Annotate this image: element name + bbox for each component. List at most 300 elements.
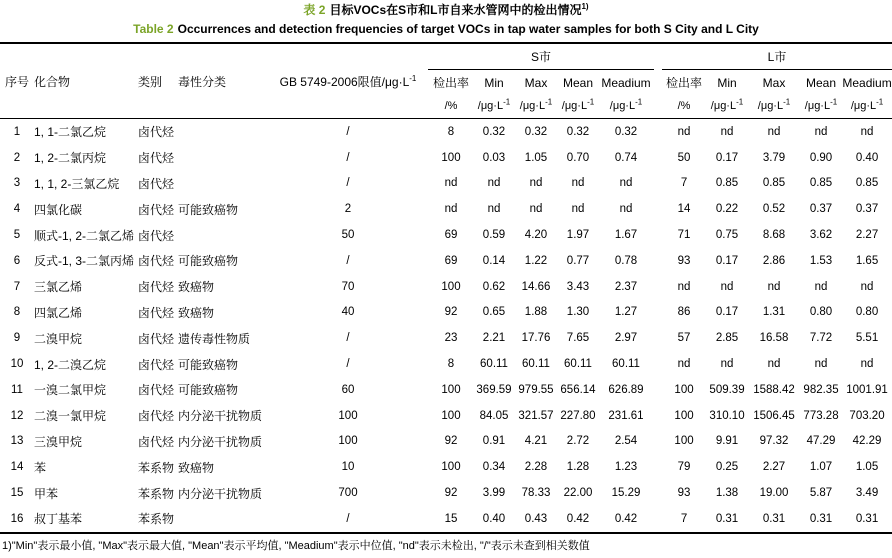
cell-compound: 反式-1, 3-二氯丙烯	[34, 254, 135, 269]
cell-category: 卤代烃	[138, 254, 175, 269]
cell-category: 卤代烃	[138, 176, 175, 191]
cell-l-max: nd	[767, 125, 781, 138]
cell-compound: 1, 1-二氯乙烷	[34, 125, 107, 140]
sub-header-l-mean: Mean $/\mu g\cdot L^{-1}$	[804, 75, 838, 112]
cell-limit: /	[346, 151, 350, 164]
cell-s-min: 0.40	[482, 512, 506, 525]
cell-l-min: nd	[720, 358, 734, 371]
cell-l-mean: 1.53	[809, 254, 833, 267]
cell-s-meadium: 2.54	[614, 435, 638, 448]
table-row	[0, 377, 892, 403]
sub-header-s-rate: 检出率 /%	[432, 75, 469, 112]
footnote: 1)"Min"表示最小值, "Max"表示最大值, "Mean"表示平均值, "Meadium"表示中位值, "nd"表示未检出, "/"表示未查到相关数值	[2, 539, 590, 552]
cell-l-max: 97.32	[759, 435, 789, 448]
sub-header-s-mean: Mean $/\mu g\cdot L^{-1}$	[561, 75, 595, 112]
cell-l-min: 1.38	[715, 487, 739, 500]
cell-no: 12	[10, 409, 24, 422]
cell-s-max: 0.43	[524, 512, 548, 525]
cell-s-rate: nd	[444, 177, 458, 190]
cell-s-meadium: 0.74	[614, 151, 638, 164]
cell-l-meadium: 0.31	[855, 512, 879, 525]
cell-limit: /	[346, 125, 350, 138]
cell-s-meadium: 231.61	[608, 409, 644, 422]
cell-s-mean: 2.72	[566, 435, 590, 448]
cell-no: 16	[10, 512, 24, 525]
table-row	[0, 119, 892, 145]
cell-s-mean: nd	[571, 203, 585, 216]
cell-s-rate: 100	[441, 461, 461, 474]
cell-s-meadium: 1.27	[614, 306, 638, 319]
cell-toxicity: 遗传毒性物质	[178, 331, 251, 346]
cell-s-rate: 69	[444, 254, 458, 267]
cell-l-max: nd	[767, 280, 781, 293]
cell-s-mean: 22.00	[563, 487, 593, 500]
cell-no: 3	[13, 177, 21, 190]
cell-s-min: 0.59	[482, 229, 506, 242]
cell-l-rate: 100	[674, 435, 694, 448]
cell-limit: /	[346, 332, 350, 345]
cell-s-meadium: 60.11	[612, 358, 640, 371]
cell-s-max: 0.32	[524, 125, 548, 138]
table-title-zh	[0, 0, 892, 18]
cell-s-meadium: 0.78	[614, 254, 638, 267]
cell-s-mean: 1.30	[566, 306, 590, 319]
cell-s-mean: 60.11	[564, 358, 592, 371]
cell-l-max: 1.31	[762, 306, 786, 319]
cell-s-max: 4.20	[524, 229, 548, 242]
cell-s-min: 0.14	[482, 254, 506, 267]
table-title-en-text: Occurrences and detection frequencies of target VOCs in tap water samples for both S City and L City	[177, 22, 759, 36]
table-row	[0, 325, 892, 351]
cell-s-meadium: nd	[619, 203, 633, 216]
cell-s-max: 14.66	[521, 280, 551, 293]
spacer-cell	[654, 506, 662, 533]
sub-header-l-meadium: Meadium $/\mu g\cdot L^{-1}$	[842, 75, 892, 112]
cell-l-max: 19.00	[759, 487, 789, 500]
cell-s-rate: 69	[444, 229, 458, 242]
cell-no: 15	[10, 487, 24, 500]
cell-l-rate: 57	[677, 332, 691, 345]
cell-category: 卤代烃	[138, 125, 175, 140]
col-header-compound: 化合物	[34, 74, 71, 89]
cell-l-mean: 7.72	[809, 332, 833, 345]
table-row	[0, 222, 892, 248]
cell-l-max: 8.68	[762, 229, 786, 242]
table-row	[0, 403, 892, 429]
col-header-no: 序号	[4, 74, 29, 89]
cell-s-rate: 92	[444, 487, 458, 500]
cell-l-max: 2.27	[762, 461, 786, 474]
cell-l-mean: 47.29	[806, 435, 836, 448]
cell-l-mean: nd	[814, 280, 828, 293]
cell-l-rate: 7	[680, 177, 688, 190]
cell-l-max: 16.58	[759, 332, 789, 345]
cell-l-mean: 0.37	[809, 203, 833, 216]
cell-s-max: 979.55	[518, 383, 554, 396]
cell-s-mean: nd	[571, 177, 585, 190]
cell-s-max: nd	[529, 203, 543, 216]
cell-compound: 1, 2-二氯丙烷	[34, 151, 107, 166]
cell-compound: 甲苯	[34, 486, 59, 501]
cell-compound: 三氯乙烯	[34, 280, 83, 295]
cell-toxicity	[178, 506, 268, 533]
cell-limit: 40	[341, 306, 355, 319]
cell-s-min: 3.99	[482, 487, 506, 500]
cell-compound: 四氯化碳	[34, 202, 83, 217]
table-row	[0, 480, 892, 506]
cell-toxicity: 致癌物	[178, 280, 215, 295]
cell-s-max: 1.22	[524, 254, 548, 267]
cell-s-max: nd	[529, 177, 543, 190]
cell-s-min: 0.62	[482, 280, 506, 293]
cell-l-max: 2.86	[762, 254, 786, 267]
cell-category: 卤代烃	[138, 434, 175, 449]
cell-s-min: 84.05	[479, 409, 509, 422]
cell-l-rate: 71	[677, 229, 691, 242]
cell-compound: 1, 2-二溴乙烷	[34, 357, 107, 372]
cell-limit: /	[346, 512, 350, 525]
cell-l-meadium: 3.49	[855, 487, 879, 500]
cell-l-mean: 982.35	[803, 383, 839, 396]
spacer-cell	[654, 325, 662, 351]
cell-l-meadium: 2.27	[855, 229, 879, 242]
cell-l-meadium: 1.65	[855, 254, 879, 267]
col-header-category: 类别	[138, 74, 163, 89]
cell-s-min: 0.34	[482, 461, 506, 474]
cell-s-meadium: 15.29	[611, 487, 641, 500]
cell-compound: 二溴一氯甲烷	[34, 409, 107, 424]
cell-l-rate: 7	[680, 512, 688, 525]
cell-l-mean: 0.31	[809, 512, 833, 525]
cell-no: 7	[13, 280, 21, 293]
cell-category: 卤代烃	[138, 228, 175, 243]
cell-no: 11	[11, 383, 23, 396]
cell-l-meadium: 703.20	[849, 409, 885, 422]
cell-category: 卤代烃	[138, 383, 175, 398]
cell-l-mean: nd	[814, 358, 828, 371]
cell-toxicity	[178, 145, 268, 171]
cell-limit: /	[346, 254, 350, 267]
spacer-cell	[654, 196, 662, 222]
spacer-cell	[654, 222, 662, 248]
col-header-limit	[268, 43, 428, 119]
cell-l-min: 509.39	[709, 383, 745, 396]
cell-l-rate: 86	[677, 306, 691, 319]
cell-l-meadium: nd	[860, 125, 874, 138]
cell-compound: 苯	[34, 460, 47, 475]
table-label-en: Table 2	[133, 22, 174, 36]
cell-category: 卤代烃	[138, 331, 175, 346]
cell-s-meadium: 1.23	[614, 461, 638, 474]
cell-category: 苯系物	[138, 460, 175, 475]
cell-s-min: 0.65	[482, 306, 506, 319]
cell-l-meadium: 0.37	[855, 203, 879, 216]
cell-l-rate: nd	[677, 125, 691, 138]
table-row	[0, 248, 892, 274]
cell-no: 9	[13, 332, 21, 345]
limit-header-text: GB 5749-2006限值/μg·L	[279, 74, 410, 89]
cell-limit: 10	[341, 461, 355, 474]
sub-header-s-max: Max $/\mu g\cdot L^{-1}$	[519, 75, 553, 112]
spacer-cell	[654, 454, 662, 480]
cell-l-rate: 50	[677, 151, 691, 164]
cell-l-meadium: 1.05	[855, 461, 879, 474]
limit-header-superscript: -1	[409, 73, 417, 83]
table-row	[0, 351, 892, 377]
cell-toxicity	[178, 171, 268, 197]
spacer-cell	[654, 377, 662, 403]
cell-l-min: 9.91	[715, 435, 739, 448]
cell-s-rate: 92	[444, 306, 458, 319]
cell-s-meadium: 2.37	[614, 280, 638, 293]
cell-s-max: 1.88	[524, 306, 548, 319]
cell-toxicity: 可能致癌物	[178, 383, 239, 398]
cell-s-rate: 8	[447, 358, 455, 371]
cell-l-meadium: 5.51	[855, 332, 879, 345]
cell-toxicity: 可能致癌物	[178, 254, 239, 269]
cell-s-meadium: 2.97	[614, 332, 638, 345]
cell-compound: 三溴甲烷	[34, 434, 83, 449]
cell-toxicity: 致癌物	[178, 305, 215, 320]
cell-l-max: nd	[767, 358, 781, 371]
cell-l-meadium: nd	[860, 280, 874, 293]
spacer-cell	[654, 119, 662, 145]
cell-s-rate: 15	[444, 512, 458, 525]
cell-no: 5	[13, 229, 21, 242]
cell-s-rate: nd	[444, 203, 458, 216]
cell-toxicity: 内分泌干扰物质	[178, 409, 263, 424]
cell-toxicity: 可能致癌物	[178, 357, 239, 372]
table-title-superscript: 1)	[581, 2, 589, 11]
cell-l-max: 0.31	[762, 512, 786, 525]
cell-no: 2	[13, 151, 21, 164]
cell-l-mean: 0.80	[809, 306, 833, 319]
cell-s-max: 60.11	[522, 358, 550, 371]
cell-category: 卤代烃	[138, 409, 175, 424]
cell-s-mean: 0.32	[566, 125, 590, 138]
cell-l-rate: nd	[677, 358, 691, 371]
group-header-l-city: L市	[662, 43, 892, 70]
cell-l-max: 0.52	[762, 203, 786, 216]
cell-s-max: 78.33	[521, 487, 551, 500]
cell-s-max: 2.28	[524, 461, 548, 474]
cell-s-meadium: 1.67	[614, 229, 638, 242]
table-row	[0, 429, 892, 455]
cell-limit: /	[346, 177, 350, 190]
cell-l-min: 0.85	[715, 177, 739, 190]
cell-toxicity	[178, 119, 268, 145]
cell-no: 6	[13, 254, 21, 267]
spacer-cell	[654, 351, 662, 377]
table-row	[0, 274, 892, 300]
cell-l-mean: 0.90	[809, 151, 833, 164]
cell-toxicity: 致癌物	[178, 460, 215, 475]
cell-l-min: 0.31	[715, 512, 739, 525]
group-gap	[654, 43, 662, 119]
cell-l-min: 310.10	[709, 409, 745, 422]
cell-l-mean: 0.85	[809, 177, 833, 190]
cell-l-meadium: 0.40	[855, 151, 879, 164]
cell-l-rate: 100	[674, 383, 694, 396]
cell-s-min: 2.21	[482, 332, 506, 345]
cell-s-min: nd	[487, 203, 501, 216]
cell-compound: 二溴甲烷	[34, 331, 83, 346]
cell-l-max: 3.79	[762, 151, 786, 164]
sub-header-l-min: Min $/\mu g\cdot L^{-1}$	[710, 75, 744, 112]
cell-s-mean: 3.43	[566, 280, 590, 293]
cell-no: 8	[13, 306, 21, 319]
cell-l-min: nd	[720, 125, 734, 138]
cell-l-min: 0.17	[715, 151, 739, 164]
cell-s-meadium: 0.32	[614, 125, 638, 138]
cell-limit: 50	[341, 229, 355, 242]
cell-l-meadium: 0.85	[855, 177, 879, 190]
cell-s-min: 0.03	[482, 151, 506, 164]
cell-s-mean: 0.70	[566, 151, 590, 164]
cell-category: 卤代烃	[138, 305, 175, 320]
cell-l-max: 1506.45	[753, 409, 795, 422]
cell-l-min: 0.25	[715, 461, 739, 474]
cell-limit: 100	[338, 409, 358, 422]
spacer-cell	[654, 171, 662, 197]
cell-s-mean: 227.80	[560, 409, 596, 422]
cell-s-mean: 0.77	[566, 254, 590, 267]
cell-s-rate: 8	[447, 125, 455, 138]
cell-l-rate: 14	[677, 203, 691, 216]
cell-l-min: 0.17	[715, 254, 739, 267]
cell-no: 14	[10, 461, 24, 474]
cell-l-mean: 3.62	[809, 229, 833, 242]
sub-header-s-min: Min $/\mu g\cdot L^{-1}$	[477, 75, 511, 112]
table-row	[0, 454, 892, 480]
cell-s-min: 60.11	[480, 358, 508, 371]
vocs-table	[0, 42, 892, 534]
cell-l-min: 0.22	[715, 203, 739, 216]
cell-compound: 一溴二氯甲烷	[34, 383, 107, 398]
cell-limit: 60	[341, 383, 355, 396]
spacer-cell	[654, 274, 662, 300]
cell-l-min: 2.85	[715, 332, 739, 345]
table-label-zh: 表 2	[303, 3, 326, 17]
cell-s-rate: 100	[441, 280, 461, 293]
cell-compound: 四氯乙烯	[34, 305, 83, 320]
cell-l-rate: nd	[677, 280, 691, 293]
spacer-cell	[654, 429, 662, 455]
cell-toxicity: 内分泌干扰物质	[178, 434, 263, 449]
col-header-toxicity: 毒性分类	[178, 74, 227, 89]
table-row	[0, 171, 892, 197]
table-title-en	[0, 22, 892, 37]
table-row	[0, 145, 892, 171]
cell-s-rate: 92	[444, 435, 458, 448]
cell-s-meadium: nd	[619, 177, 633, 190]
cell-s-max: 321.57	[518, 409, 554, 422]
cell-l-meadium: 1001.91	[846, 383, 888, 396]
cell-s-min: 0.32	[482, 125, 506, 138]
table-title-zh-text: 目标VOCs在S市和L市自来水管网中的检出情况	[329, 3, 582, 17]
cell-s-meadium: 626.89	[608, 383, 644, 396]
cell-l-rate: 79	[677, 461, 691, 474]
cell-compound: 1, 1, 2-三氯乙烷	[34, 176, 120, 191]
cell-limit: 700	[338, 487, 358, 500]
cell-category: 卤代烃	[138, 357, 175, 372]
sub-header-s-meadium: Meadium $/\mu g\cdot L^{-1}$	[601, 75, 651, 112]
cell-l-mean: 1.07	[809, 461, 833, 474]
spacer-cell	[654, 248, 662, 274]
cell-s-mean: 1.97	[566, 229, 590, 242]
cell-s-meadium: 0.42	[614, 512, 638, 525]
cell-toxicity	[178, 222, 268, 248]
cell-l-rate: 93	[677, 487, 691, 500]
cell-s-min: nd	[487, 177, 501, 190]
spacer-cell	[654, 403, 662, 429]
cell-l-meadium: nd	[860, 358, 874, 371]
cell-s-mean: 0.42	[566, 512, 590, 525]
cell-l-rate: 93	[677, 254, 691, 267]
cell-compound: 顺式-1, 2-二氯乙烯	[34, 228, 135, 243]
spacer-cell	[654, 300, 662, 326]
group-header-s-city: S市	[428, 43, 654, 70]
cell-l-min: nd	[720, 280, 734, 293]
cell-l-min: 0.75	[715, 229, 739, 242]
cell-l-mean: nd	[814, 125, 828, 138]
cell-no: 13	[10, 435, 24, 448]
cell-category: 卤代烃	[138, 280, 175, 295]
cell-l-meadium: 42.29	[852, 435, 882, 448]
spacer-cell	[654, 480, 662, 506]
cell-limit: 100	[338, 435, 358, 448]
cell-l-mean: 773.28	[803, 409, 839, 422]
cell-category: 卤代烃	[138, 202, 175, 217]
table-row	[0, 300, 892, 326]
cell-s-min: 0.91	[482, 435, 506, 448]
cell-s-mean: 7.65	[566, 332, 590, 345]
cell-limit: 2	[344, 203, 352, 216]
cell-l-min: 0.17	[715, 306, 739, 319]
cell-no: 1	[13, 125, 21, 138]
cell-s-rate: 100	[441, 383, 461, 396]
cell-s-rate: 23	[444, 332, 458, 345]
cell-l-rate: 100	[674, 409, 694, 422]
cell-s-mean: 1.28	[566, 461, 590, 474]
cell-s-max: 1.05	[524, 151, 548, 164]
cell-category: 卤代烃	[138, 151, 175, 166]
cell-s-mean: 656.14	[560, 383, 596, 396]
cell-category: 苯系物	[138, 486, 175, 501]
cell-s-rate: 100	[441, 409, 461, 422]
cell-l-max: 0.85	[762, 177, 786, 190]
cell-l-meadium: 0.80	[855, 306, 879, 319]
cell-l-mean: 5.87	[809, 487, 833, 500]
header-group-row	[0, 43, 892, 70]
cell-toxicity: 可能致癌物	[178, 202, 239, 217]
cell-s-max: 17.76	[521, 332, 551, 345]
spacer-cell	[654, 145, 662, 171]
sub-header-l-rate: 检出率 /%	[666, 75, 703, 112]
cell-toxicity: 内分泌干扰物质	[178, 486, 263, 501]
cell-s-rate: 100	[441, 151, 461, 164]
cell-compound: 叔丁基苯	[34, 512, 83, 527]
cell-category: 苯系物	[138, 512, 175, 527]
cell-limit: /	[346, 358, 350, 371]
sub-header-l-max: Max $/\mu g\cdot L^{-1}$	[757, 75, 791, 112]
cell-l-max: 1588.42	[753, 383, 795, 396]
cell-no: 4	[13, 203, 21, 216]
cell-s-max: 4.21	[524, 435, 548, 448]
cell-limit: 70	[341, 280, 355, 293]
cell-no: 10	[10, 358, 24, 371]
table-row	[0, 506, 892, 533]
